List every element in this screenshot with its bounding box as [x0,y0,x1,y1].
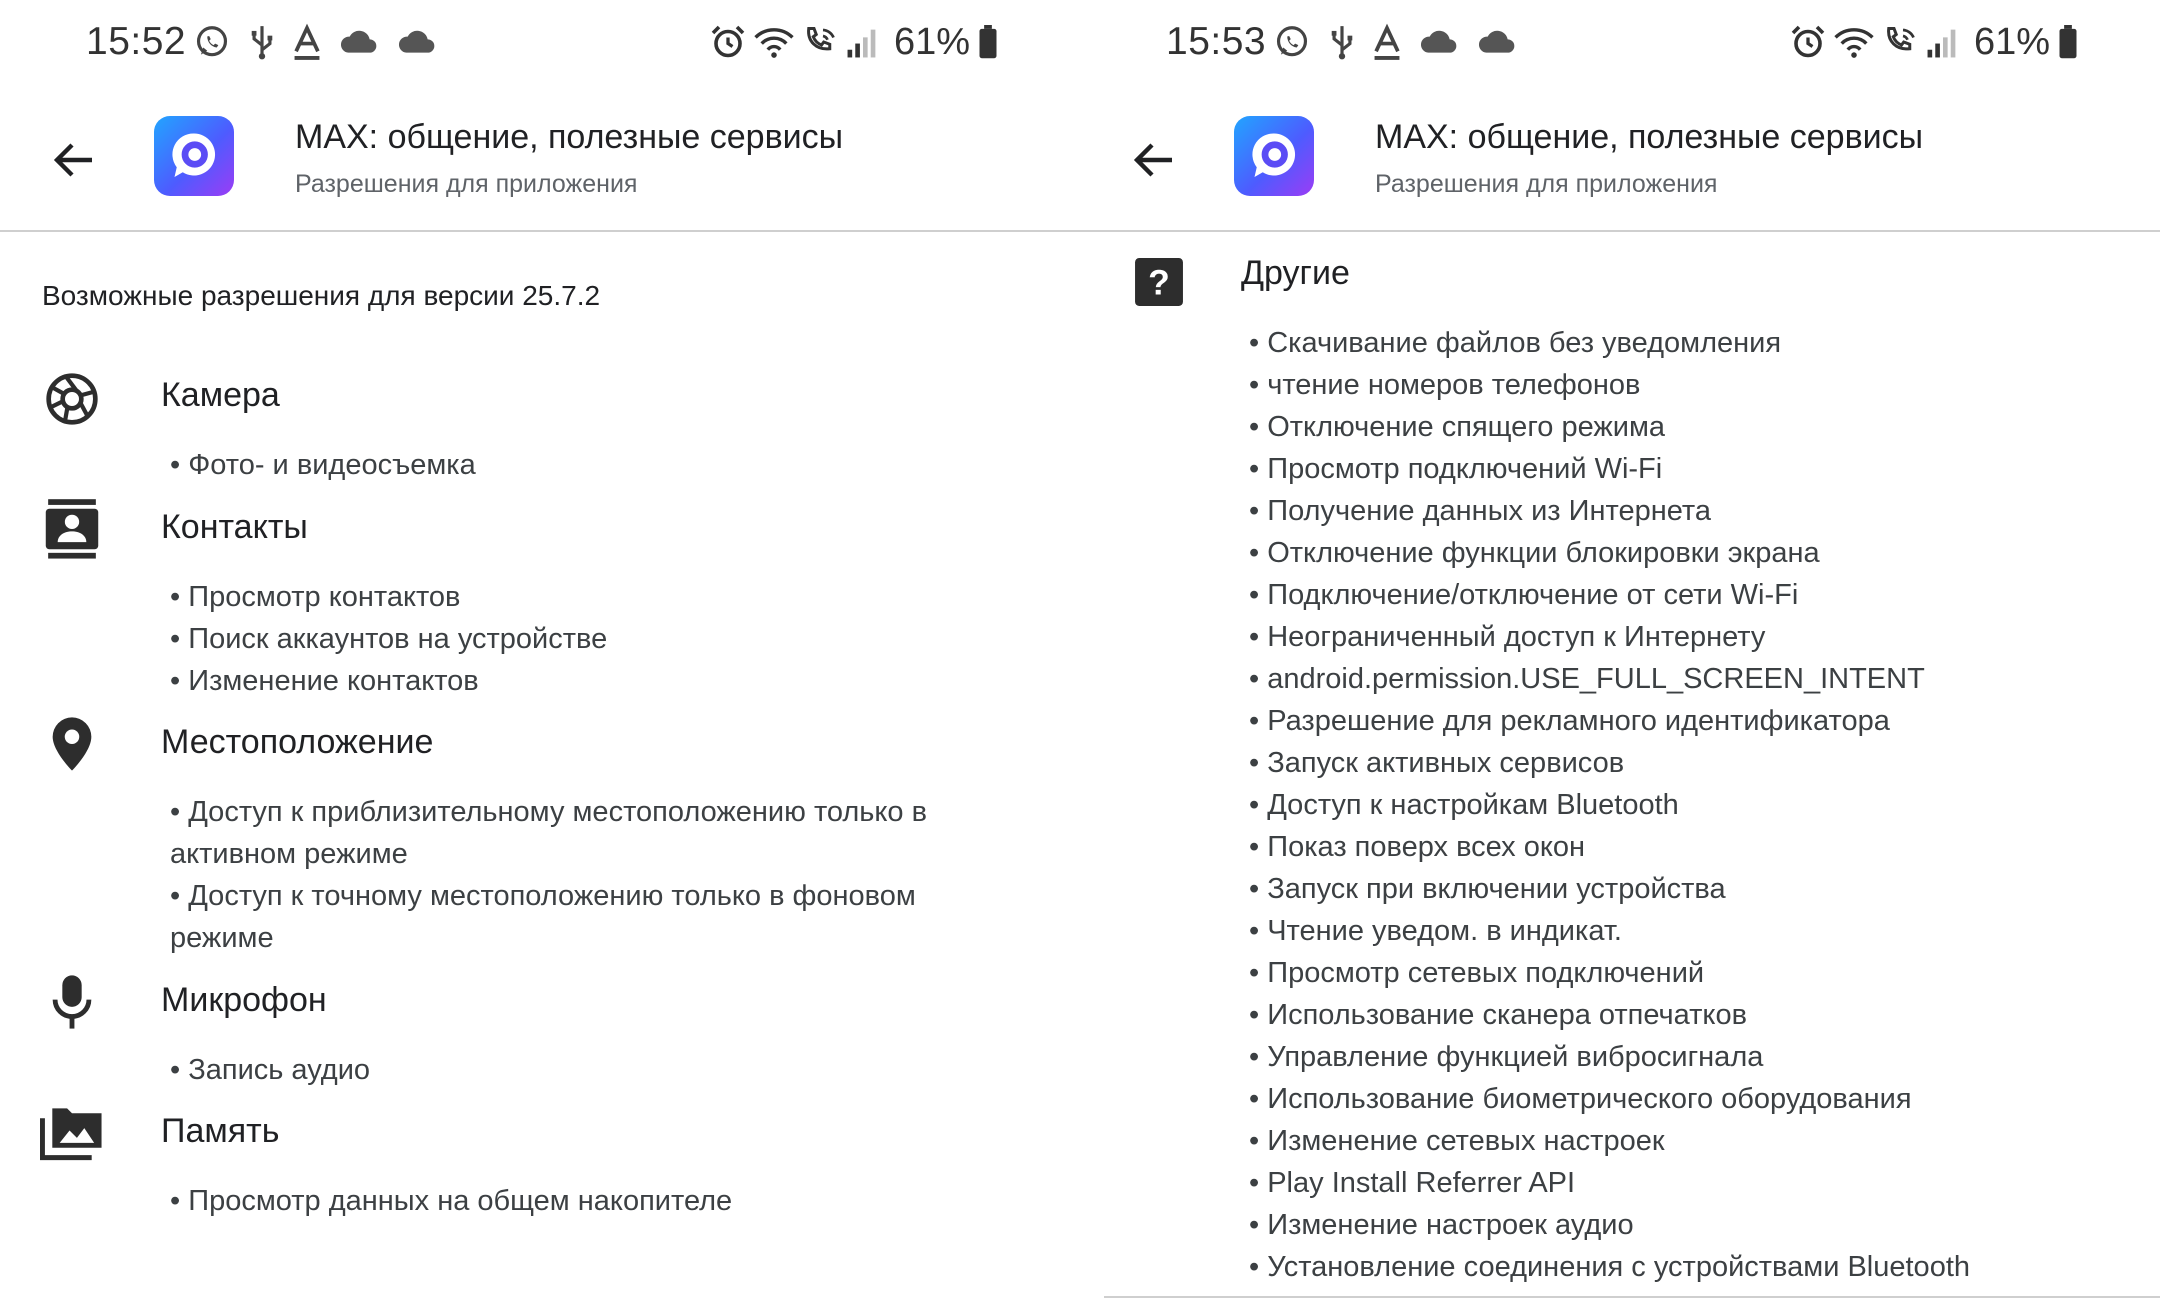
usb-icon [1329,23,1355,61]
cloud-icon [1477,28,1517,56]
permission-item: • Получение данных из Интернета [1249,490,2149,532]
permission-item: • Доступ к приблизительному местоположению только в активном режиме [170,791,990,875]
wifi-icon [754,24,794,60]
permission-item: • Скачивание файлов без уведомления [1249,322,2149,364]
microphone-icon [40,970,104,1034]
permission-list [170,444,990,486]
app-bar [0,88,1080,232]
signal-icon [1926,26,1960,58]
permission-list [170,576,990,702]
app-bar [1080,88,2160,232]
group-title-microphone: Микрофон [161,981,327,1019]
permission-list [170,1049,990,1091]
battery-percent: 61% [1973,20,2050,63]
permission-item: • Подключение/отключение от сети Wi-Fi [1249,574,2149,616]
group-title-storage: Память [161,1112,280,1150]
system-icons [710,22,998,62]
status-time: 15:52 [86,20,187,63]
app-subtitle: Разрешения для приложения [295,170,638,198]
cloud-icon [339,28,379,56]
permission-list [170,1180,990,1222]
permission-item: • Разрешение для рекламного идентификатора [1249,700,2149,742]
wifi-calling-icon [802,24,838,60]
group-title-camera: Камера [161,376,280,414]
battery-icon [978,25,998,59]
permission-item: • Использование биометрического оборудования [1249,1078,2149,1120]
system-icons [1790,22,2078,62]
permission-item: • Запись аудио [170,1049,990,1091]
permission-item: • Play Install Referrer API [1249,1162,2149,1204]
permission-item: • Доступ к настройкам Bluetooth [1249,784,2149,826]
permission-item: • Просмотр контактов [170,576,990,618]
permission-item: • Просмотр сетевых подключений [1249,952,2149,994]
arrow-back-icon [1130,136,1178,184]
app-logo-icon [154,116,234,196]
permission-item: • Отключение функции блокировки экрана [1249,532,2149,574]
permission-item: • Фото- и видеосъемка [170,444,990,486]
permission-item: • Показ поверх всех окон [1249,826,2149,868]
permission-list [1249,322,2149,1288]
permission-list [170,791,990,959]
bottom-divider [1104,1296,2160,1298]
permission-item: • Использование сканера отпечатков [1249,994,2149,1036]
permission-item: • Просмотр подключений Wi-Fi [1249,448,2149,490]
app-title: MAX: общение, полезные сервисы [295,118,844,156]
camera-icon [40,367,104,431]
usb-icon [249,23,275,61]
text-a-icon [293,23,321,61]
permission-item: • Запуск активных сервисов [1249,742,2149,784]
svg-text:?: ? [1148,262,1170,303]
version-line: Возможные разрешения для версии 25.7.2 [42,280,601,311]
arrow-back-icon [50,136,98,184]
whatsapp-icon [193,23,231,61]
group-title-location: Местоположение [161,723,434,761]
status-bar [1080,0,2160,88]
cloud-icon [397,28,437,56]
permissions-screen-right [1080,0,2160,1311]
alarm-icon [710,24,746,60]
wifi-calling-icon [1882,24,1918,60]
text-a-icon [1373,23,1401,61]
back-button[interactable] [1122,128,1186,192]
battery-icon [2058,25,2078,59]
permission-item: • чтение номеров телефонов [1249,364,2149,406]
permission-item: • Отключение спящего режима [1249,406,2149,448]
photo-library-icon [40,1101,104,1165]
back-button[interactable] [42,128,106,192]
status-bar [0,0,1080,88]
notification-icons [1273,22,1517,62]
permission-item: • Изменение настроек аудио [1249,1204,2149,1246]
app-title: MAX: общение, полезные сервисы [1375,118,1924,156]
group-title-other: Другие [1241,254,1350,292]
notification-icons [193,22,437,62]
contacts-icon [40,497,104,561]
permission-item: • Запуск при включении устройства [1249,868,2149,910]
permission-item: • Изменение сетевых настроек [1249,1120,2149,1162]
permission-item: • android.permission.USE_FULL_SCREEN_INTENT [1249,658,2149,700]
whatsapp-icon [1273,23,1311,61]
permission-item: • Изменение контактов [170,660,990,702]
wifi-icon [1834,24,1874,60]
permission-item: • Управление функцией вибросигнала [1249,1036,2149,1078]
permission-item: • Неограниченный доступ к Интернету [1249,616,2149,658]
group-title-contacts: Контакты [161,508,308,546]
status-time: 15:53 [1166,20,1267,63]
permission-item: • Поиск аккаунтов на устройстве [170,618,990,660]
battery-percent: 61% [893,20,970,63]
permission-item: • Установление соединения с устройствами Bluetooth [1249,1246,2149,1288]
question-icon [1127,250,1191,314]
app-subtitle: Разрешения для приложения [1375,170,1718,198]
permission-item: • Чтение уведом. в индикат. [1249,910,2149,952]
cloud-icon [1419,28,1459,56]
permission-item: • Просмотр данных на общем накопителе [170,1180,990,1222]
app-logo-icon [1234,116,1314,196]
permission-item: • Доступ к точному местоположению только в фоновом режиме [170,875,990,959]
location-pin-icon [40,712,104,776]
alarm-icon [1790,24,1826,60]
signal-icon [846,26,880,58]
